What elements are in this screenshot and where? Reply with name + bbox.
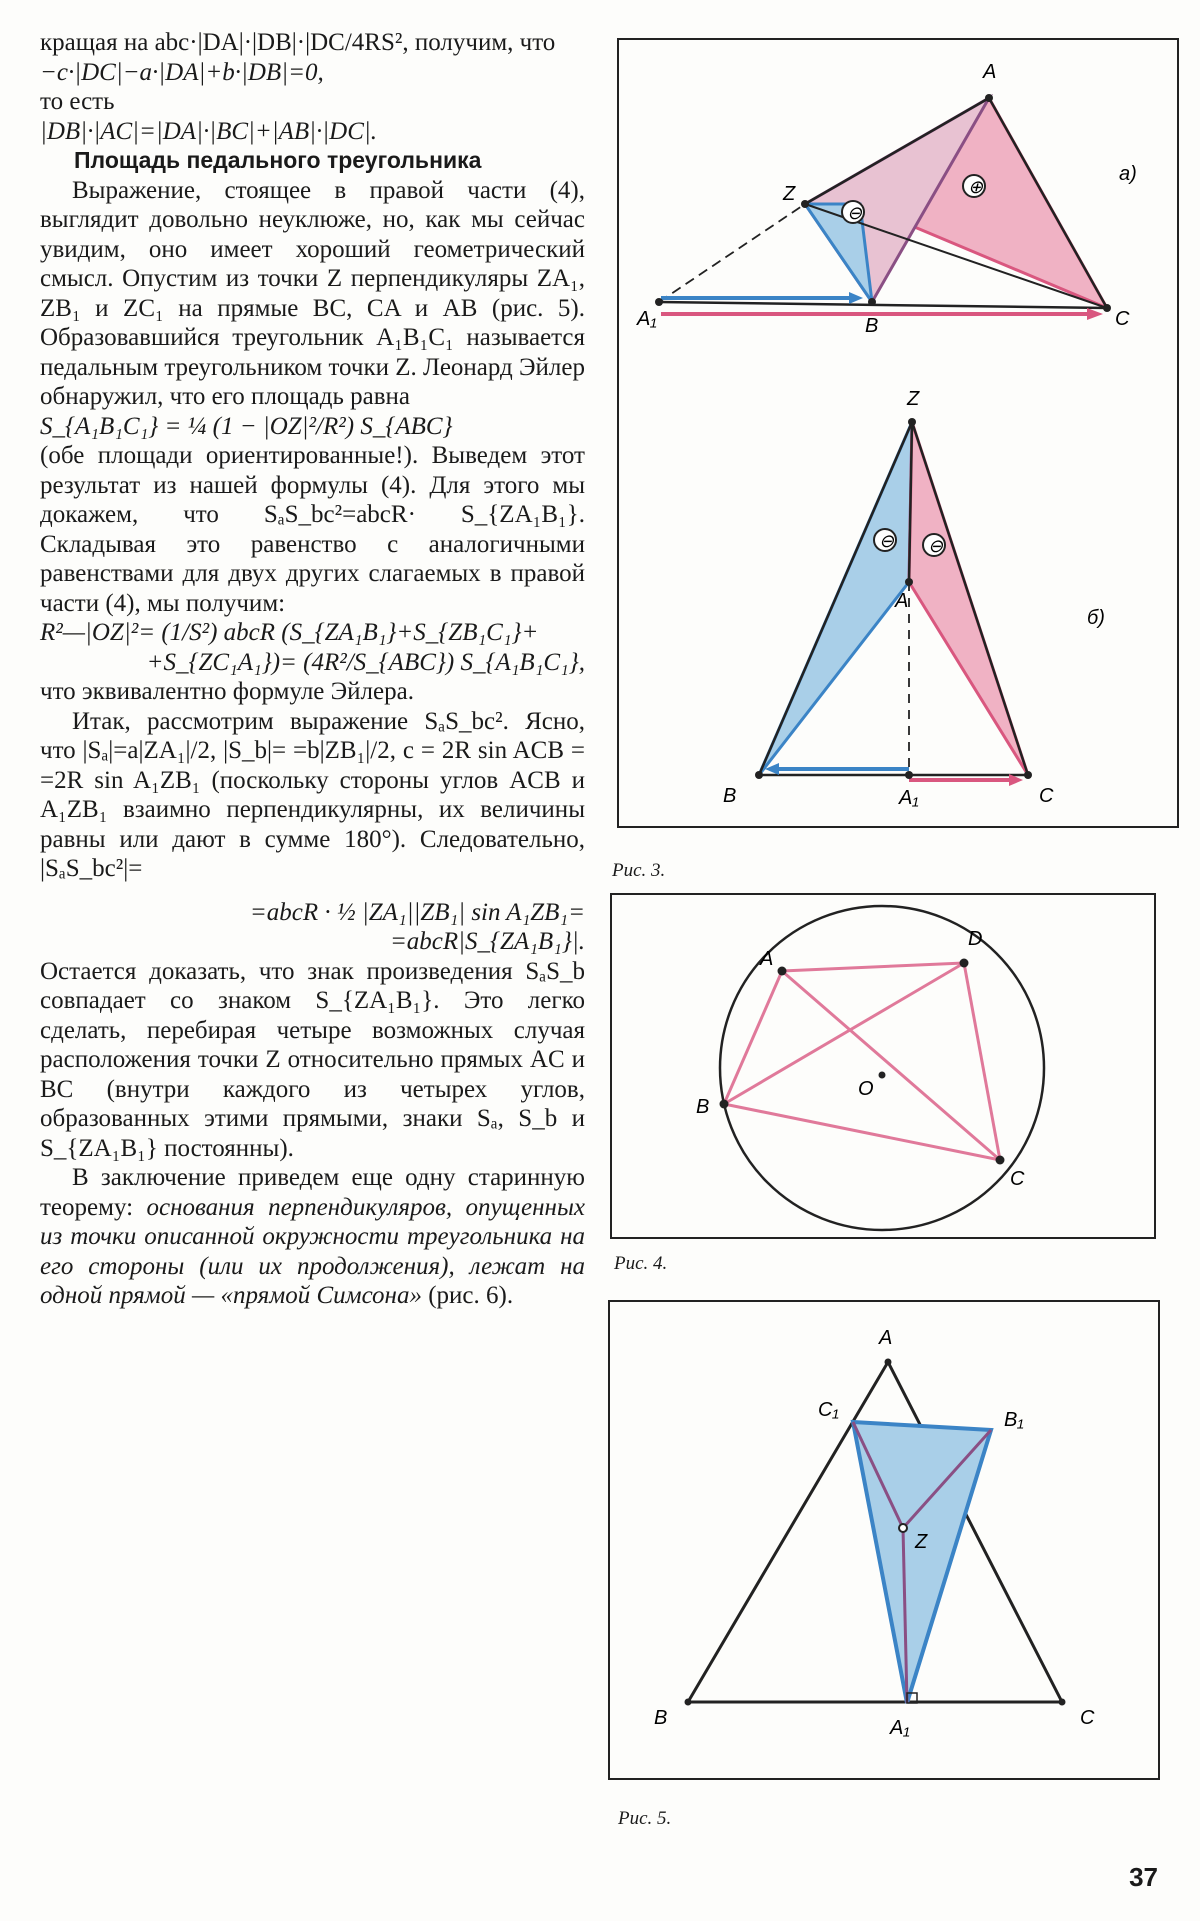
formula: −c·|DC|−a·|DA|+b·|DB|=0, [40, 58, 324, 86]
point-label-a1: A₁ [899, 787, 919, 809]
point-label-c: C [1010, 1168, 1025, 1190]
diagonal [782, 971, 1000, 1160]
figure-3 [617, 38, 1179, 828]
line-bc [659, 302, 1107, 308]
point-label-b: B [723, 785, 737, 807]
point-label-a: A [983, 61, 997, 83]
sign-label: ⊖ [928, 536, 944, 556]
point-label-o: O [858, 1078, 874, 1100]
point [868, 298, 876, 306]
subfigure-label-a: а) [1119, 163, 1137, 185]
quadrilateral [724, 963, 1000, 1160]
point-label-a: A [760, 948, 774, 970]
paragraph: Итак, рассмотрим выражение SₐS_bc². Ясно, что |Sₐ|=a|ZA₁|/2, |S_b|= =b|ZB₁|/2, c = 2R sin ACB = =2R sin A₁ZB₁ (поскольку стороны углов ACB и A₁ZB₁ взаимно перпендикулярны, их величины равны или дают в сумме 180°). Следовательно, |SₐS_bc²|= [40, 707, 585, 882]
point [720, 1100, 729, 1109]
point-label-b: B [696, 1096, 710, 1118]
point-label-c: C [1039, 785, 1054, 807]
paragraph: Выражение, стоящее в правой части (4), выглядит довольно неуклюже, но, как мы сейчас увидим, оно имеет хороший геометрический смысл. Опустим из точки Z перпендикуляры ZA₁, ZB₁ и ZC₁ на прямые BC, CA и AB (рис. 5). Образовавшийся треугольник A₁B₁C₁ называется педальным треугольником точки Z. Леонард Эйлер обнаружил, что его площадь равна [40, 176, 585, 410]
point [996, 1156, 1005, 1165]
point-label-z: Z [915, 1531, 928, 1553]
point-z [899, 1524, 907, 1532]
point-label-b1: B₁ [1004, 1409, 1024, 1431]
main-text-column [40, 28, 585, 1311]
point [905, 771, 913, 779]
point-label-d: D [968, 928, 983, 950]
point [778, 967, 787, 976]
caption-figure-4: Рис. 4. [614, 1253, 668, 1274]
point-label-z: Z [783, 183, 796, 205]
paragraph: что эквивалентно формуле Эйлера. [40, 678, 414, 705]
page-number: 37 [1129, 1862, 1158, 1892]
figure-4-drawing [612, 895, 1154, 1237]
caption-figure-5: Рис. 5. [618, 1808, 672, 1829]
point [960, 959, 969, 968]
segment [782, 963, 964, 971]
segment [724, 1104, 1000, 1160]
text-line: то есть [40, 88, 115, 115]
text-span: В заключение приведем еще одну старинную теорему: [40, 1164, 585, 1221]
point [908, 418, 916, 426]
segment [724, 971, 782, 1104]
point-label-a1: A₁ [637, 308, 657, 330]
point [905, 578, 913, 586]
arrow-head [849, 292, 863, 304]
formula: +S_{ZC₁A₁})= (4R²/S_{ABC}) S_{A₁B₁C₁}, [146, 648, 585, 676]
figure-4 [610, 893, 1156, 1239]
paragraph: Остается доказать, что знак произведения SₐS_b совпадает со знаком S_{ZA₁B₁}. Это легко сделать, перебирая четыре возможных случая расположения точки Z относительно прямых AC и BC (внутри каждого из четырех углов, образованных этими прямыми, знаки Sₐ, S_b и S_{ZA₁B₁} постоянны). [40, 957, 585, 1162]
point-label-b: B [865, 315, 879, 337]
point-label-a: A [895, 590, 909, 612]
formula: |DB|·|AC|=|DA|·|BC|+|AB|·|DC|. [40, 117, 378, 145]
point-label-a1: A₁ [890, 1717, 910, 1739]
formula: =abcR · ½ |ZA₁||ZB₁| sin A₁ZB₁= [249, 898, 585, 926]
text-line: кращая на abc·|DA|·|DB|·|DC/4RS², получим, что [40, 29, 556, 56]
text-span: (рис. 6). [421, 1282, 514, 1309]
caption-figure-3: Рис. 3. [612, 860, 666, 881]
dashed-line [659, 204, 805, 302]
diagonal [724, 963, 964, 1104]
point [1059, 1699, 1066, 1706]
point [801, 200, 809, 208]
formula: =abcR|S_{ZA₁B₁}|. [389, 928, 585, 955]
point-label-b: B [654, 1707, 668, 1729]
arrow-head [1087, 308, 1103, 320]
point [655, 298, 663, 306]
formula: R²—|OZ|²= (1/S²) abcR (S_{ZA₁B₁}+S_{ZB₁C₁}+ [40, 619, 539, 646]
point-label-c: C [1080, 1707, 1095, 1729]
point-label-c1: C₁ [818, 1399, 839, 1421]
point-label-a: A [879, 1327, 893, 1349]
point-label-z: Z [907, 388, 920, 410]
section-heading: Площадь педального треугольника [74, 147, 482, 173]
point [755, 771, 763, 779]
center-point [879, 1072, 886, 1079]
point [1024, 771, 1032, 779]
formula: S_{A₁B₁C₁} = ¼ (1 − |OZ|²/R²) S_{ABC} [40, 412, 453, 440]
figure-5-drawing [610, 1302, 1158, 1778]
point-label-c: C [1115, 308, 1130, 330]
sign-label: ⊖ [879, 531, 895, 551]
figure-3-drawing [619, 40, 1177, 826]
paragraph [40, 1163, 585, 1311]
point [685, 1699, 692, 1706]
point [985, 94, 993, 102]
sign-label: ⊕ [968, 177, 984, 197]
point [885, 1359, 892, 1366]
point [1103, 304, 1111, 312]
paragraph: (обе площади ориентированные!). Выведем этот результат из нашей формулы (4). Для этого мы докажем, что SₐS_bc²=abcR· S_{ZA₁B₁}. Складывая это равенство с аналогичными равенствами для двух других слагаемых в правой части (4), мы получим: [40, 442, 585, 617]
subfigure-label-b: б) [1087, 607, 1105, 629]
sign-label: ⊖ [847, 203, 863, 223]
segment [964, 963, 1000, 1160]
theorem-italic: основания перпендикуляров, опущенных из точки описанной окружности треугольника на его стороны (или их продолжения), лежат на одной прямой — «прямой Симсона» [40, 1193, 585, 1309]
figure-5 [608, 1300, 1160, 1780]
